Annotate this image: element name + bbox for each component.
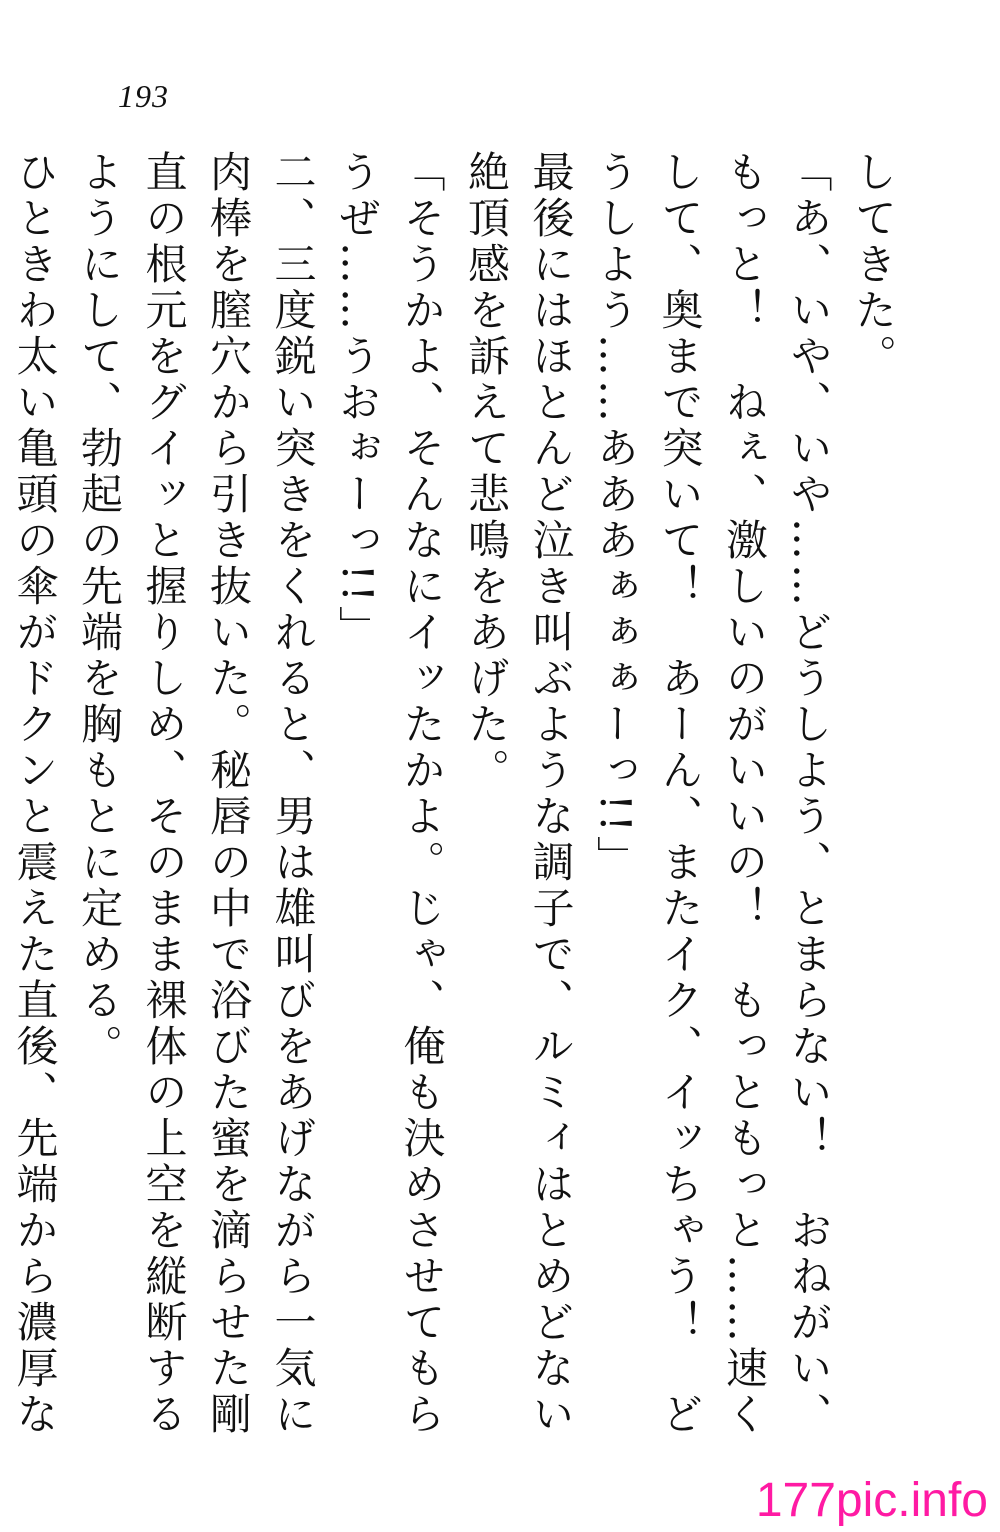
page-number: 193 [118,78,169,114]
paragraph-6: ひときわ太い亀頭の傘がドクンと震えた直後、先端から濃厚な [10,150,60,1438]
watermark: 177pic.info [755,1474,988,1527]
paragraph-4: 「そうかよ、そんなにイッたかよ。じゃ、俺も決めさせてもらうぜ……うおぉーっ!!」 [333,150,447,1438]
paragraph-2: 「あ、いや、いや……どうしよう、とまらない！ おねがい、もっと！ ねぇ、激しいのがいいの！ もっともっと……速くして、奥まで突いて！ あーん、またイク、イッちゃう！ どうしよう……あああぁぁぁーっ!!」 [591,150,834,1438]
vertical-text-body [10,150,905,1450]
paragraph-1: してきた。 [849,150,898,380]
paragraph-3: 最後にはほとんど泣き叫ぶような調子で、ルミィはとめどない絶頂感を訴えて悲鳴をあげた。 [462,150,576,1438]
paragraph-5: 二、三度鋭い突きをくれると、男は雄叫びをあげながら一気に肉棒を膣穴から引き抜いた。秘唇の中で浴びた蜜を滴らせた剛直の根元をグイッと握りしめ、そのまま裸体の上空を縦断するようにして、勃起の先端を胸もとに定める。 [75,150,318,1438]
